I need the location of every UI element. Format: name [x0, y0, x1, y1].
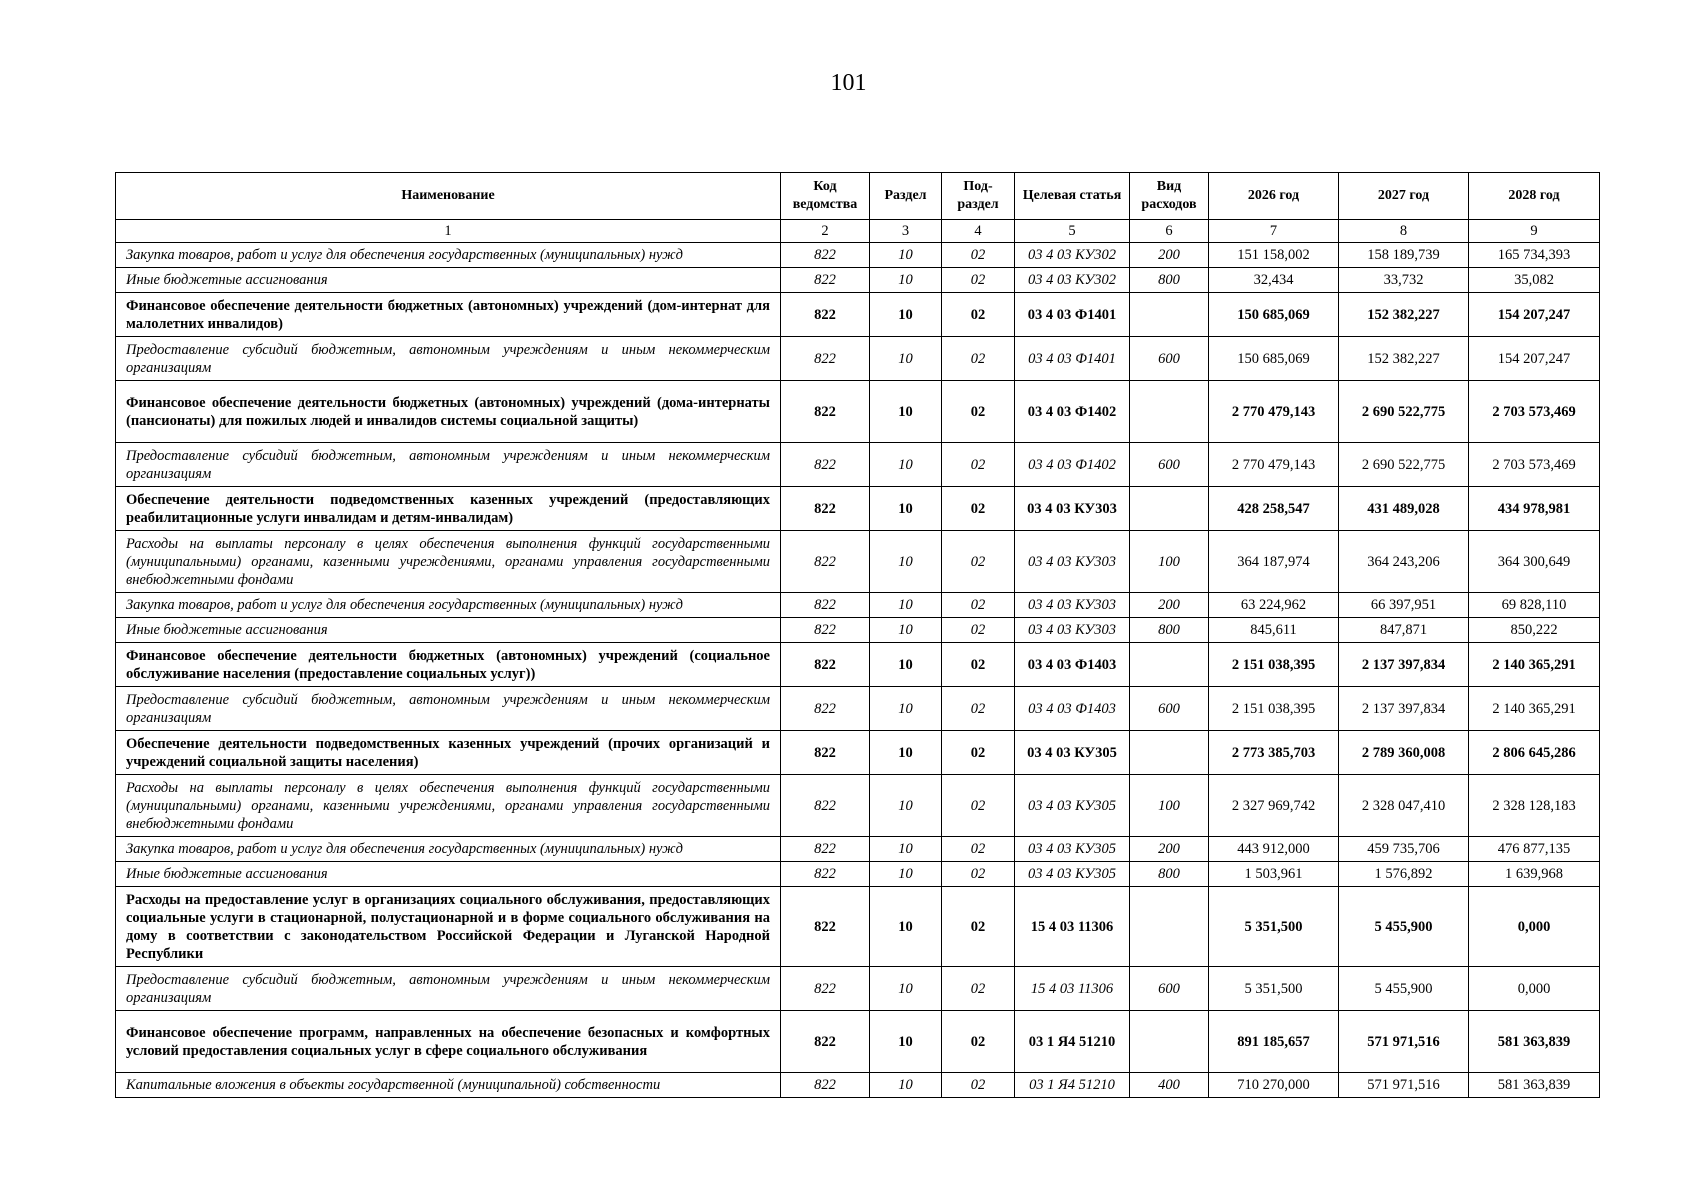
- column-number: 7: [1209, 220, 1339, 243]
- table-row: [116, 243, 1600, 268]
- row-expense-type: 800: [1130, 862, 1209, 887]
- row-expense-type: 200: [1130, 243, 1209, 268]
- column-number: 1: [116, 220, 781, 243]
- row-subsection: 02: [942, 381, 1015, 443]
- header-name: Наименование: [116, 173, 781, 220]
- row-section: 10: [870, 687, 942, 731]
- row-value-2026: 150 685,069: [1209, 337, 1339, 381]
- row-name: Финансовое обеспечение деятельности бюджетных (автономных) учреждений (социальное обслуживание населения (предоставление социальных услуг)): [116, 643, 781, 687]
- row-code: 822: [781, 643, 870, 687]
- row-value-2026: 5 351,500: [1209, 887, 1339, 967]
- row-expense-type: 400: [1130, 1073, 1209, 1098]
- row-value-2028: 2 140 365,291: [1469, 643, 1600, 687]
- row-value-2027: 5 455,900: [1339, 887, 1469, 967]
- header-target: Целевая статья: [1015, 173, 1130, 220]
- row-name: Предоставление субсидий бюджетным, автономным учреждениям и иным некоммерческим организациям: [116, 337, 781, 381]
- row-target: 03 4 03 Ф1402: [1015, 443, 1130, 487]
- row-expense-type: 200: [1130, 837, 1209, 862]
- table-row: [116, 731, 1600, 775]
- row-value-2028: 2 806 645,286: [1469, 731, 1600, 775]
- column-number: 8: [1339, 220, 1469, 243]
- row-subsection: 02: [942, 837, 1015, 862]
- row-code: 822: [781, 775, 870, 837]
- row-value-2028: 0,000: [1469, 887, 1600, 967]
- column-number: 9: [1469, 220, 1600, 243]
- row-subsection: 02: [942, 643, 1015, 687]
- row-value-2026: 150 685,069: [1209, 293, 1339, 337]
- row-section: 10: [870, 618, 942, 643]
- row-value-2028: 1 639,968: [1469, 862, 1600, 887]
- row-code: 822: [781, 531, 870, 593]
- row-value-2027: 1 576,892: [1339, 862, 1469, 887]
- row-expense-type: 100: [1130, 775, 1209, 837]
- row-value-2027: 2 690 522,775: [1339, 381, 1469, 443]
- row-name: Закупка товаров, работ и услуг для обеспечения государственных (муниципальных) нужд: [116, 837, 781, 862]
- row-code: 822: [781, 1073, 870, 1098]
- column-number: 5: [1015, 220, 1130, 243]
- row-value-2027: 459 735,706: [1339, 837, 1469, 862]
- row-value-2028: 154 207,247: [1469, 337, 1600, 381]
- row-section: 10: [870, 293, 942, 337]
- row-value-2027: 33,732: [1339, 268, 1469, 293]
- row-section: 10: [870, 443, 942, 487]
- row-subsection: 02: [942, 268, 1015, 293]
- row-code: 822: [781, 381, 870, 443]
- row-value-2026: 364 187,974: [1209, 531, 1339, 593]
- page-number: 101: [830, 70, 867, 96]
- row-value-2027: 847,871: [1339, 618, 1469, 643]
- column-number: 3: [870, 220, 942, 243]
- row-subsection: 02: [942, 443, 1015, 487]
- table-row: [116, 1073, 1600, 1098]
- row-target: 03 4 03 КУ303: [1015, 531, 1130, 593]
- row-target: 03 4 03 Ф1403: [1015, 687, 1130, 731]
- row-name: Расходы на предоставление услуг в организациях социального обслуживания, предоставляющих социальные услуги в стационарной, полустационарной и в форме социального обслуживания на дому в соответствии с законодательством Российской Федерации и Луганской Народной Республики: [116, 887, 781, 967]
- row-section: 10: [870, 487, 942, 531]
- row-code: 822: [781, 268, 870, 293]
- row-name: Иные бюджетные ассигнования: [116, 862, 781, 887]
- row-expense-type: [1130, 1011, 1209, 1073]
- row-value-2028: 35,082: [1469, 268, 1600, 293]
- row-code: 822: [781, 887, 870, 967]
- header-expense-type: Вид расходов: [1130, 173, 1209, 220]
- row-value-2028: 69 828,110: [1469, 593, 1600, 618]
- row-value-2026: 63 224,962: [1209, 593, 1339, 618]
- row-value-2028: 364 300,649: [1469, 531, 1600, 593]
- row-name: Предоставление субсидий бюджетным, автономным учреждениям и иным некоммерческим организациям: [116, 443, 781, 487]
- row-value-2026: 443 912,000: [1209, 837, 1339, 862]
- row-expense-type: 100: [1130, 531, 1209, 593]
- row-value-2026: 5 351,500: [1209, 967, 1339, 1011]
- row-section: 10: [870, 1073, 942, 1098]
- row-code: 822: [781, 731, 870, 775]
- row-value-2026: 845,611: [1209, 618, 1339, 643]
- row-value-2027: 152 382,227: [1339, 293, 1469, 337]
- row-value-2028: 581 363,839: [1469, 1011, 1600, 1073]
- budget-table: [115, 172, 1600, 1098]
- row-expense-type: [1130, 731, 1209, 775]
- row-subsection: 02: [942, 593, 1015, 618]
- row-target: 03 4 03 КУ303: [1015, 487, 1130, 531]
- row-section: 10: [870, 531, 942, 593]
- table-row: [116, 643, 1600, 687]
- row-target: 15 4 03 11306: [1015, 887, 1130, 967]
- row-target: 03 4 03 Ф1402: [1015, 381, 1130, 443]
- row-value-2026: 2 151 038,395: [1209, 687, 1339, 731]
- table-row: [116, 687, 1600, 731]
- row-value-2027: 158 189,739: [1339, 243, 1469, 268]
- row-value-2027: 571 971,516: [1339, 1011, 1469, 1073]
- row-section: 10: [870, 862, 942, 887]
- row-value-2026: 428 258,547: [1209, 487, 1339, 531]
- row-value-2028: 165 734,393: [1469, 243, 1600, 268]
- row-code: 822: [781, 487, 870, 531]
- row-value-2026: 1 503,961: [1209, 862, 1339, 887]
- column-number: 4: [942, 220, 1015, 243]
- row-value-2027: 2 690 522,775: [1339, 443, 1469, 487]
- row-value-2026: 891 185,657: [1209, 1011, 1339, 1073]
- header-2027: 2027 год: [1339, 173, 1469, 220]
- row-name: Предоставление субсидий бюджетным, автономным учреждениям и иным некоммерческим организациям: [116, 687, 781, 731]
- row-expense-type: 600: [1130, 687, 1209, 731]
- row-section: 10: [870, 268, 942, 293]
- row-value-2028: 2 328 128,183: [1469, 775, 1600, 837]
- row-value-2028: 0,000: [1469, 967, 1600, 1011]
- table-row: [116, 887, 1600, 967]
- table-row: [116, 775, 1600, 837]
- row-subsection: 02: [942, 967, 1015, 1011]
- row-target: 03 4 03 КУ305: [1015, 862, 1130, 887]
- header-code: Код ведомства: [781, 173, 870, 220]
- row-expense-type: 600: [1130, 337, 1209, 381]
- table-row: [116, 862, 1600, 887]
- row-value-2028: 434 978,981: [1469, 487, 1600, 531]
- table-body: [116, 243, 1600, 1098]
- row-subsection: 02: [942, 887, 1015, 967]
- row-expense-type: 600: [1130, 443, 1209, 487]
- table-row: [116, 381, 1600, 443]
- row-value-2027: 364 243,206: [1339, 531, 1469, 593]
- row-code: 822: [781, 687, 870, 731]
- row-value-2027: 66 397,951: [1339, 593, 1469, 618]
- table-row: [116, 837, 1600, 862]
- row-value-2027: 571 971,516: [1339, 1073, 1469, 1098]
- row-section: 10: [870, 837, 942, 862]
- row-subsection: 02: [942, 487, 1015, 531]
- row-expense-type: 200: [1130, 593, 1209, 618]
- table-row: [116, 593, 1600, 618]
- row-subsection: 02: [942, 243, 1015, 268]
- row-code: 822: [781, 443, 870, 487]
- row-target: 03 4 03 КУ305: [1015, 775, 1130, 837]
- row-expense-type: [1130, 487, 1209, 531]
- row-value-2027: 2 137 397,834: [1339, 643, 1469, 687]
- row-code: 822: [781, 618, 870, 643]
- row-section: 10: [870, 337, 942, 381]
- row-value-2028: 2 703 573,469: [1469, 381, 1600, 443]
- row-target: 03 4 03 КУ303: [1015, 593, 1130, 618]
- table-row: [116, 443, 1600, 487]
- row-target: 03 1 Я4 51210: [1015, 1011, 1130, 1073]
- row-name: Обеспечение деятельности подведомственных казенных учреждений (прочих организаций и учреждений социальной защиты населения): [116, 731, 781, 775]
- row-name: Закупка товаров, работ и услуг для обеспечения государственных (муниципальных) нужд: [116, 243, 781, 268]
- row-expense-type: [1130, 887, 1209, 967]
- row-expense-type: [1130, 381, 1209, 443]
- row-subsection: 02: [942, 531, 1015, 593]
- row-value-2028: 581 363,839: [1469, 1073, 1600, 1098]
- table-row: [116, 293, 1600, 337]
- row-code: 822: [781, 337, 870, 381]
- row-value-2028: 476 877,135: [1469, 837, 1600, 862]
- row-subsection: 02: [942, 1073, 1015, 1098]
- row-target: 03 1 Я4 51210: [1015, 1073, 1130, 1098]
- row-target: 03 4 03 Ф1401: [1015, 293, 1130, 337]
- row-subsection: 02: [942, 775, 1015, 837]
- row-value-2026: 151 158,002: [1209, 243, 1339, 268]
- row-value-2027: 431 489,028: [1339, 487, 1469, 531]
- row-expense-type: [1130, 293, 1209, 337]
- row-code: 822: [781, 1011, 870, 1073]
- row-target: 03 4 03 КУ302: [1015, 268, 1130, 293]
- row-code: 822: [781, 837, 870, 862]
- row-expense-type: 800: [1130, 268, 1209, 293]
- row-subsection: 02: [942, 1011, 1015, 1073]
- table-row: [116, 967, 1600, 1011]
- table-row: [116, 1011, 1600, 1073]
- row-code: 822: [781, 967, 870, 1011]
- header-section: Раздел: [870, 173, 942, 220]
- row-target: 03 4 03 КУ302: [1015, 243, 1130, 268]
- row-code: 822: [781, 293, 870, 337]
- row-subsection: 02: [942, 862, 1015, 887]
- table-row: [116, 618, 1600, 643]
- row-expense-type: 600: [1130, 967, 1209, 1011]
- row-section: 10: [870, 731, 942, 775]
- row-section: 10: [870, 243, 942, 268]
- column-number: 6: [1130, 220, 1209, 243]
- row-name: Финансовое обеспечение деятельности бюджетных (автономных) учреждений (дом-интернат для малолетних инвалидов): [116, 293, 781, 337]
- row-value-2026: 2 770 479,143: [1209, 381, 1339, 443]
- row-name: Расходы на выплаты персоналу в целях обеспечения выполнения функций государственными (муниципальными) органами, казенными учреждениями, органами управления государственными внебюджетными фондами: [116, 775, 781, 837]
- row-value-2026: 710 270,000: [1209, 1073, 1339, 1098]
- row-value-2028: 2 140 365,291: [1469, 687, 1600, 731]
- row-section: 10: [870, 381, 942, 443]
- header-subsection: Под-раздел: [942, 173, 1015, 220]
- column-number: 2: [781, 220, 870, 243]
- row-section: 10: [870, 643, 942, 687]
- row-expense-type: 800: [1130, 618, 1209, 643]
- row-value-2027: 2 328 047,410: [1339, 775, 1469, 837]
- row-target: 03 4 03 Ф1403: [1015, 643, 1130, 687]
- row-section: 10: [870, 967, 942, 1011]
- row-value-2027: 2 137 397,834: [1339, 687, 1469, 731]
- row-value-2027: 152 382,227: [1339, 337, 1469, 381]
- row-name: Предоставление субсидий бюджетным, автономным учреждениям и иным некоммерческим организациям: [116, 967, 781, 1011]
- row-value-2026: 2 327 969,742: [1209, 775, 1339, 837]
- table-row: [116, 487, 1600, 531]
- table-row: [116, 268, 1600, 293]
- row-subsection: 02: [942, 731, 1015, 775]
- row-name: Капитальные вложения в объекты государственной (муниципальной) собственности: [116, 1073, 781, 1098]
- row-target: 03 4 03 КУ305: [1015, 731, 1130, 775]
- row-value-2026: 32,434: [1209, 268, 1339, 293]
- row-value-2028: 850,222: [1469, 618, 1600, 643]
- row-name: Иные бюджетные ассигнования: [116, 268, 781, 293]
- row-section: 10: [870, 1011, 942, 1073]
- row-code: 822: [781, 862, 870, 887]
- row-target: 03 4 03 КУ305: [1015, 837, 1130, 862]
- row-target: 03 4 03 Ф1401: [1015, 337, 1130, 381]
- row-value-2027: 5 455,900: [1339, 967, 1469, 1011]
- row-name: Финансовое обеспечение деятельности бюджетных (автономных) учреждений (дома-интернаты (пансионаты) для пожилых людей и инвалидов системы социальной защиты): [116, 381, 781, 443]
- row-value-2026: 2 773 385,703: [1209, 731, 1339, 775]
- column-numbers-row: [116, 220, 1600, 243]
- row-section: 10: [870, 887, 942, 967]
- row-subsection: 02: [942, 337, 1015, 381]
- row-expense-type: [1130, 643, 1209, 687]
- row-value-2027: 2 789 360,008: [1339, 731, 1469, 775]
- row-section: 10: [870, 593, 942, 618]
- row-target: 03 4 03 КУ303: [1015, 618, 1130, 643]
- row-code: 822: [781, 243, 870, 268]
- row-code: 822: [781, 593, 870, 618]
- table-row: [116, 337, 1600, 381]
- row-subsection: 02: [942, 687, 1015, 731]
- row-value-2028: 2 703 573,469: [1469, 443, 1600, 487]
- row-name: Закупка товаров, работ и услуг для обеспечения государственных (муниципальных) нужд: [116, 593, 781, 618]
- header-2026: 2026 год: [1209, 173, 1339, 220]
- row-target: 15 4 03 11306: [1015, 967, 1130, 1011]
- row-subsection: 02: [942, 618, 1015, 643]
- row-name: Расходы на выплаты персоналу в целях обеспечения выполнения функций государственными (муниципальными) органами, казенными учреждениями, органами управления государственными внебюджетными фондами: [116, 531, 781, 593]
- table-row: [116, 531, 1600, 593]
- row-value-2026: 2 151 038,395: [1209, 643, 1339, 687]
- header-row: [116, 173, 1600, 220]
- row-value-2028: 154 207,247: [1469, 293, 1600, 337]
- row-section: 10: [870, 775, 942, 837]
- row-subsection: 02: [942, 293, 1015, 337]
- header-2028: 2028 год: [1469, 173, 1600, 220]
- row-name: Финансовое обеспечение программ, направленных на обеспечение безопасных и комфортных условий предоставления социальных услуг в сфере социального обслуживания: [116, 1011, 781, 1073]
- row-name: Обеспечение деятельности подведомственных казенных учреждений (предоставляющих реабилитационные услуги инвалидам и детям-инвалидам): [116, 487, 781, 531]
- row-value-2026: 2 770 479,143: [1209, 443, 1339, 487]
- row-name: Иные бюджетные ассигнования: [116, 618, 781, 643]
